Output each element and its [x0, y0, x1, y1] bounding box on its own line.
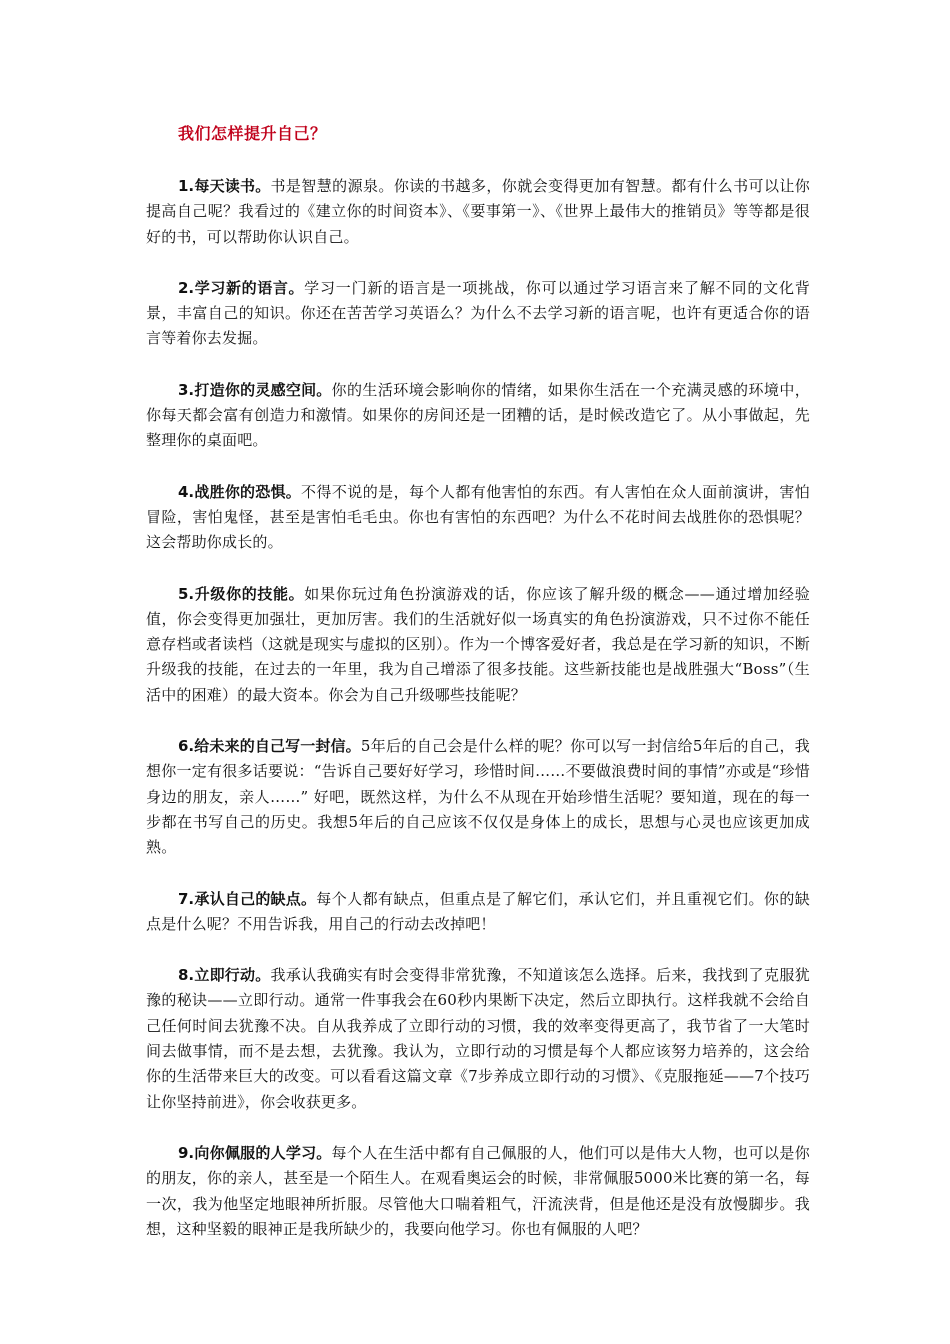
paragraph-5: [146, 582, 810, 708]
paragraph-1: [146, 174, 810, 250]
paragraph-2: [146, 276, 810, 352]
paragraph-heading: 8.立即行动。: [178, 966, 271, 985]
paragraph-heading: 2.学习新的语言。: [178, 278, 305, 297]
document-title: 我们怎样提升自己？: [178, 124, 327, 143]
paragraph-heading: 9.向你佩服的人学习。: [178, 1143, 332, 1162]
paragraph-text: 你的生活环境会影响你的情绪，如果你生活在一个充满灵感的环境中，你每天都会富有创造力和激情。如果你的房间还是一团糟的话，是时候改造它了。从小事做起，先整理你的桌面吧。: [146, 380, 810, 450]
paragraph-8: [146, 963, 810, 1115]
paragraph-heading: 7.承认自己的缺点。: [178, 889, 317, 908]
paragraph-heading: 4.战胜你的恐惧。: [178, 482, 301, 501]
paragraph-text: 每个人都有缺点，但重点是了解它们，承认它们，并且重视它们。你的缺点是什么呢？不用告诉我，用自己的行动去改掉吧！: [146, 889, 810, 933]
paragraph-4: [146, 480, 810, 556]
paragraph-6: [146, 734, 810, 860]
paragraph-text: 不得不说的是，每个人都有他害怕的东西。有人害怕在众人面前演讲，害怕冒险，害怕鬼怪，甚至是害怕毛毛虫。你也有害怕的东西吧？为什么不花时间去战胜你的恐惧呢？这会帮助你成长的。: [146, 482, 811, 552]
paragraph-7: [146, 887, 810, 938]
paragraph-heading: 1.每天读书。: [178, 177, 271, 195]
paragraph-heading: 3.打造你的灵感空间。: [178, 380, 332, 399]
paragraph-9: [146, 1141, 810, 1242]
paragraph-text: 学习一门新的语言是一项挑战，你可以通过学习语言来了解不同的文化背景，丰富自己的知识。你还在苦苦学习英语么？为什么不去学习新的语言呢，也许有更适合你的语言等着你去发掘。: [146, 278, 810, 348]
paragraph-text: 每个人在生活中都有自己佩服的人，他们可以是伟大人物，也可以是你的朋友，你的亲人，甚至是一个陌生人。在观看奥运会的时候，非常佩服5000米比赛的第一名，每一次，我为他坚定地眼神所折服。尽管他大口喘着粗气，汗流浃背，但是他还是没有放慢脚步。我想，这种坚毅的眼神正是我所缺少的，我要向他学习。你也有佩服的人吧？: [146, 1143, 810, 1238]
paragraph-heading: 5.升级你的技能。: [178, 584, 305, 603]
paragraph-text: 我承认我确实有时会变得非常犹豫，不知道该怎么选择。后来，我找到了克服犹豫的秘诀——立即行动。通常一件事我会在60秒内果断下决定，然后立即执行。这样我就不会给自己任何时间去犹豫不决。自从我养成了立即行动的习惯，我的效率变得更高了，我节省了一大笔时间去做事情，而不是去想，去犹豫。我认为，立即行动的习惯是每个人都应该努力培养的，这会给你的生活带来巨大的改变。可以看看这篇文章《7步养成立即行动的习惯》、《克服拖延——7个技巧让你坚持前进》，你会收获更多。: [146, 966, 810, 1111]
document-page: [146, 120, 810, 1242]
paragraph-text: 如果你玩过角色扮演游戏的话，你应该了解升级的概念——通过增加经验值，你会变得更加强壮，更加厉害。我们的生活就好似一场真实的角色扮演游戏，只不过你不能任意存档或者读档（这就是现实与虚拟的区别）。作为一个博客爱好者，我总是在学习新的知识，不断升级我的技能，在过去的一年里，我为自己增添了很多技能。这些新技能也是战胜强大“Boss”（生活中的困难）的最大资本。你会为自己升级哪些技能呢？: [146, 584, 811, 704]
paragraph-text: 5年后的自己会是什么样的呢？你可以写一封信给5年后的自己，我想你一定有很多话要说：“告诉自己要好好学习，珍惜时间……不要做浪费时间的事情”亦或是“珍惜身边的朋友，亲人……” 好吧，既然这样，为什么不从现在开始珍惜生活呢？要知道，现在的每一步都在书写自己的历史。我想5年后的自己应该不仅仅是身体上的成长，思想与心灵也应该更加成熟。: [146, 737, 810, 857]
paragraph-text: 书是智慧的源泉。你读的书越多，你就会变得更加有智慧。都有什么书可以让你提高自己呢？我看过的《建立你的时间资本》、《要事第一》、《世界上最伟大的推销员》等等都是很好的书，可以帮助你认识自己。: [146, 177, 810, 246]
paragraph-heading: 6.给未来的自己写一封信。: [178, 737, 361, 756]
paragraph-3: [146, 378, 810, 454]
